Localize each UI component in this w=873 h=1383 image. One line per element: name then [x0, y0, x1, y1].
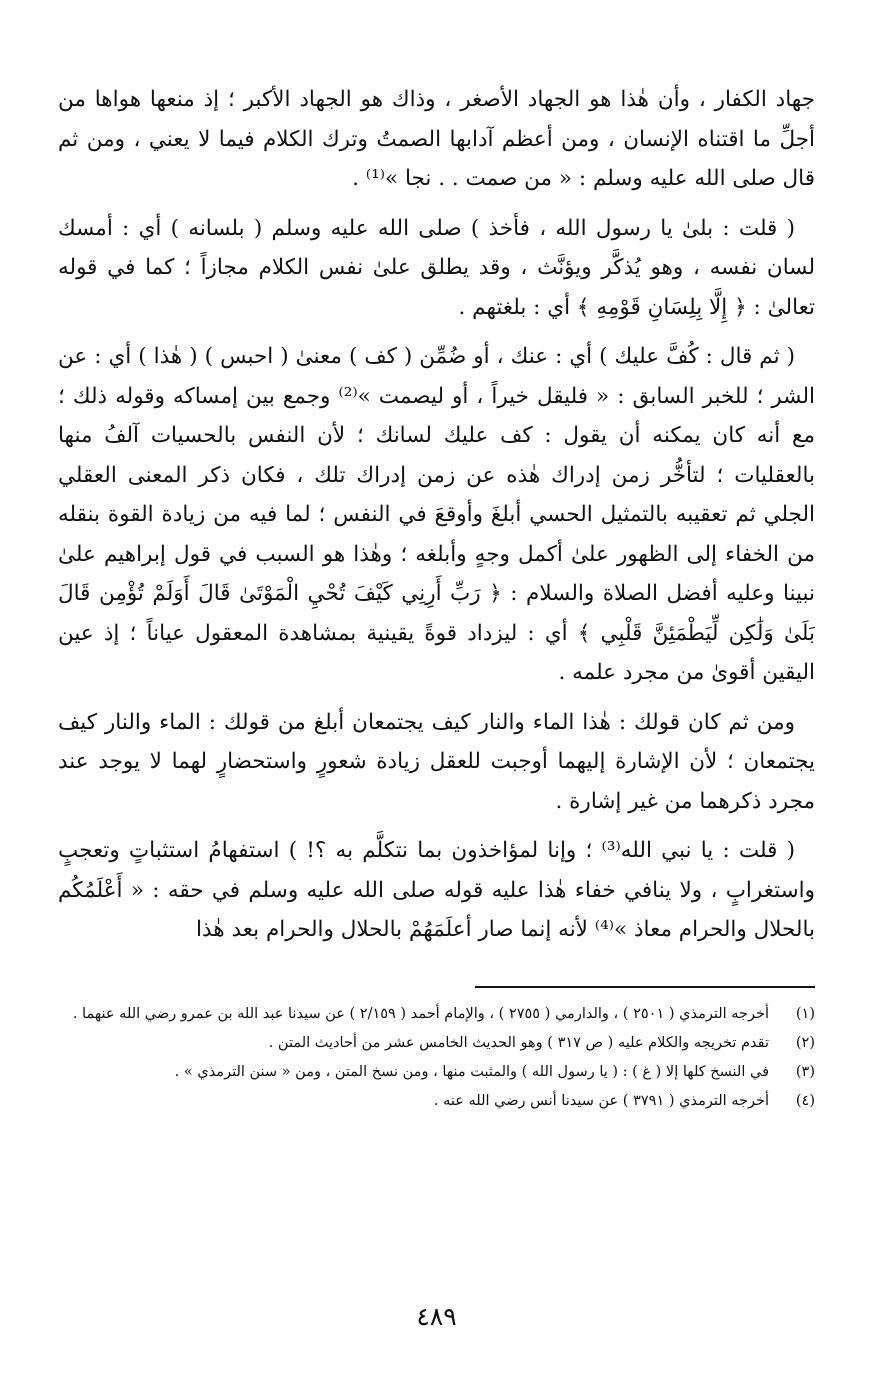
paragraph-4: ومن ثم كان قولك : هٰذا الماء والنار كيف يجتمعان أبلغ من قولك : الماء والنار كيف يجتمعان ؛ لأن الإشارة إليهما أوجبت للعقل زيادة شعورٍ واستحضارٍ لهما لا يوجد عند مجرد ذكرهما من غير إشارة . [58, 709, 815, 814]
footnote-number: (١) [795, 1005, 815, 1022]
footnote-divider [475, 986, 815, 988]
footnote-text: في النسخ كلها إلا ( غ ) : ( يا رسول الله ) والمثبت منها ، ومن نسخ المتن ، ومن « سنن الترمذي » . [174, 1063, 769, 1080]
footnote-1 [58, 1000, 815, 1029]
footnote-number: (٣) [795, 1063, 815, 1080]
footnote-number: (٤) [795, 1092, 815, 1109]
paragraph-2: ( قلت : بلىٰ يا رسول الله ، فأخذ ) صلى الله عليه وسلم ( بلسانه ) أي : أمسك لسان نفسه ، وهو يُذكَّر ويؤنَّث ، وقد يطلق علىٰ نفس الكلام مجازاً ؛ كما في قوله تعالىٰ : ﴿ إِلَّا بِلِسَانِ قَوْمِهِ ﴾ أي : بلغتهم . [58, 215, 815, 320]
footnote-4 [58, 1087, 815, 1116]
footnote-2 [58, 1029, 815, 1058]
footnote-text: أخرجه الترمذي ( ٢٥٠١ ) ، والدارمي ( ٢٧٥٥ ) ، والإمام أحمد ( ٢/١٥٩ ) عن سيدنا عبد الله بن عمرو رضي الله عنهما . [72, 1005, 769, 1022]
footnote-3 [58, 1058, 815, 1087]
footnote-number: (٢) [795, 1034, 815, 1051]
paragraph-5: ( قلت : يا نبي الله⁽³⁾ ؛ وإنا لمؤاخذون بما نتكلَّم به ؟! ) استفهامُ استثباتٍ وتعجبٍ واستغرابٍ ، ولا ينافي خفاء هٰذا عليه قوله صلى الله عليه وسلم في حقه : « أَعْلَمُكُم بالحلال والحرام معاذ »⁽⁴⁾ لأنه إنما صار أعلَمَهُمْ بالحلال والحرام بعد هٰذا [58, 838, 815, 942]
paragraph-1: جهاد الكفار ، وأن هٰذا هو الجهاد الأصغر ، وذاك هو الجهاد الأكبر ؛ إذ منعها هواها من أجلِّ ما اقتناه الإنسان ، ومن أعظم آدابها الصمتُ وترك الكلام فيما لا يعني ، ومن ثم قال صلى الله عليه وسلم : « من صمت . . نجا »⁽¹⁾ . [58, 87, 815, 191]
footnote-text: تقدم تخريجه والكلام عليه ( ص ٣١٧ ) وهو الحديث الخامس عشر من أحاديث المتن . [268, 1034, 769, 1051]
page-number: ٤٨٩ [416, 1302, 457, 1331]
main-text [58, 80, 815, 950]
footnotes [58, 1000, 815, 1116]
paragraph-3: ( ثم قال : كُفَّ عليك ) أي : عنك ، أو ضُمِّن ( كف ) معنىٰ ( احبس ) ( هٰذا ) أي : عن الشر ؛ للخبر السابق : « فليقل خيراً ، أو ليصمت »⁽²⁾ وجمع بين إمساكه وقوله ذلك ؛ مع أنه كان يمكنه أن يقول : كف عليك لسانك ؛ لأن النفس بالحسيات آلفُ منها بالعقليات ؛ لتأخُّر زمن إدراك هٰذه عن زمن إدراك تلك ، فكان ذكر المعنى العقلي الجلي ثم تعقيبه بالتمثيل الحسي أبلغَ وأوقعَ في النفس ؛ لما فيه من زيادة القوة بنقله من الخفاء إلى الظهور علىٰ أكمل وجهٍ وأبلغه ؛ وهٰذا هو السبب في قول إبراهيم علىٰ نبينا وعليه أفضل الصلاة والسلام : ﴿ رَبِّ أَرِنِي كَيْفَ تُحْيِ الْمَوْتَىٰ قَالَ أَوَلَمْ تُؤْمِن قَالَ بَلَىٰ وَلَٰكِن لِّيَطْمَئِنَّ قَلْبِي ﴾ أي : ليزداد قوةً يقينية بمشاهدة المعقول عياناً ؛ إذ عين اليقين أقوىٰ من مجرد علمه . [58, 344, 815, 685]
footnote-text: أخرجه الترمذي ( ٣٧٩١ ) عن سيدنا أنس رضي الله عنه . [433, 1092, 769, 1109]
